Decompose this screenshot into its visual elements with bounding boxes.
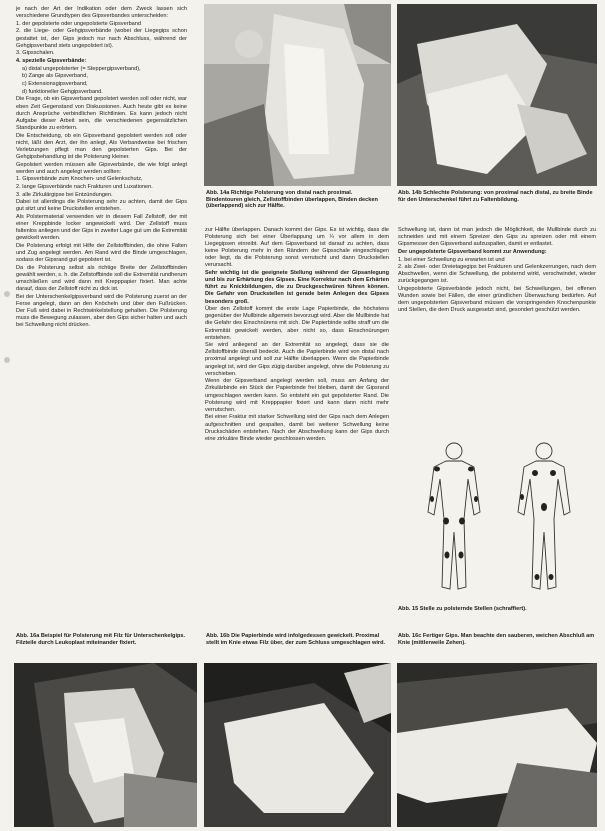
leg-padding-photo [204,4,391,186]
figure-15-body-diagram [404,437,594,599]
paper-bandage-photo [204,663,391,827]
list-item: 2. lange Gipsverbände nach Frakturen und Luxationen. [16,183,153,190]
leg-bad-padding-photo [397,4,597,186]
paragraph: Als Polstermaterial verwenden wir in diesem Fall Zellstoff, der mit einer Kreppbinde locker angewickelt wird. Der Zellstoff muss faltenlos anliegen und der Gips in zweiter Lage gut um die Extremität gewickelt werden. [16,214,187,242]
list-item: c) Extensionsgipsverband, [22,81,88,88]
paragraph: Die Frage, ob ein Gipsverband gepolstert werden soll oder nicht, war eben Zeit Gegenstand von Diskussionen. Auch heute gibt es keine durch Ansprüche verbindlichen Richtlinien. Es kann jedoch nicht Aufgabe dieser Arbeit sein, die verschiedenen gegensätzlichen Standpunkte zu erörtern. [16,96,187,131]
text-column-left [16,6,187,628]
paragraph: Da die Polsterung selbst als richtige Breite der Zellstoffbinden gewählt werden, s. h. die Zellstoffbinde soll die Extremität rundherum umschließen und wird dann mit Krepppapier fixiert. Man achte darauf, dass der Zellstoff nicht zu dick ist. [16,264,187,293]
paragraph: Dabei ist allerdings die Polsterung sehr zu achten, damit der Gips gut sitzt und keine Druckstellen entstehen. [16,199,187,213]
list-item: 1. bei einer Schwellung zu erwarten ist und [398,256,505,263]
list-item: 2. die Liege- oder Gehgipsverbände (wobei der Liegegips schon gestattet ist, der Gips jedoch nur nach Abschluss, während der Gehgipsverband stets ungepolstert ist). [16,28,187,49]
paragraph: Die Polsterung erfolgt mit Hilfe der Zellstoffbinden, die ohne Falten und Zug angelegt werden. Am Rand wird die Binde umgeschlagen, sodass der Gipsrand gut gepolstert ist. [16,243,187,264]
paragraph: Der ungepolsterte Gipsverband kommt zur Anwendung: [398,248,547,255]
list-item: 2. als Zwei- oder Dreietagegips bei Frakturen und Gelenkzerrungen, nach dem Abschwellen, wenn die Schwellung, die polsternd wirkt, verschwindet, wieder zurückgegangen ist. [398,264,596,285]
caption-fig14b: Abb. 14b Schlechte Polsterung: von proximal nach distal, zu breite Binde für den Unterschenkel führt zu Faltenbildung. [398,190,593,203]
felt-padding-photo [14,663,197,827]
scan-mark [4,291,10,297]
paragraph: Bei einer Fraktur mit starker Schwellung wird der Gips nach dem Anlegen aufgeschnitten und gespalten, damit bei weiterer Schwellung keine Druckschäden entstehen. Nach der Abschwellung kann der Gips durch eine zirkuläre Binde wieder geschlossen werden. [205,414,389,442]
list-item: 4. spezielle Gipsverbände: [16,58,87,65]
list-item: 1. der gepolsterte oder ungepolsterte Gipsverband [16,20,142,27]
text-column-right [398,227,596,435]
paragraph: Schwellung ist, dann ist man jedoch die Möglichkeit, die Mullbinde durch zu schneiden und mit einem Spreizer den Gips zu spreizen oder mit einem Gipsmesser den Gipsverband aufzuspalten, damit er entlastet. [398,227,596,248]
scan-mark [4,357,10,363]
photo-fig16a [14,663,197,827]
finished-cast-photo [397,663,597,827]
caption-fig16b: Abb. 16b Die Papierbinde wird infolgedessen gewickelt. Proximal stellt im Knie etwas Filz über, der zum Schluss umgeschlagen wird. [206,633,386,646]
photo-fig14a [204,4,391,186]
caption-fig16c: Abb. 16c Fertiger Gips. Man beachte den sauberen, weichen Abschluß am Knie (mittlerweile Zehen). [398,633,595,646]
caption-fig14a: Abb. 14a Richtige Polsterung von distal nach proximal. Bindentouren gleich, Zellstoffbinden überlappen, Binden decken (überlappend) sich zur Hälfte. [206,190,378,210]
photo-fig14b [397,4,597,186]
padding-points-diagram [404,437,594,599]
list-item: 3. Gipsschalen. [16,50,55,57]
paragraph: Bei der Unterschenkelgipsverband wird die Polsterung zuerst an der Ferse angelegt, dann an den Knöcheln und über den Fußrücken. Der Fuß wird dabei in Rechtwinkelstellung gehalten. Die Polsterung muss die Bewegung zulassen, aber den Gips sicher halten und auch bei Schwellung nicht drücken. [16,293,187,329]
caption-fig15: Abb. 15 Stelle zu polsternde Stellen (schraffiert). [398,606,527,612]
paragraph: Wenn der Gipsverband angelegt werden soll, muss am Anfang der Zirkulärbinde ein Stück der Papierbinde frei bleiben, damit der Gipsrand umgeschlagen werden kann. So entsteht ein gut gepolsterter Rand. Die Polsterung wird mit Krepppapier fixiert und kann dann nicht mehr verrutschen. [205,378,389,413]
paragraph: Gepolstert werden müssen alle Gipsverbände, die wie folgt anlegt werden und auch angelegt werden sollten: [16,161,187,175]
list-item: b) Zange als Gipsverband, [22,73,88,80]
paragraph: Die Entscheidung, ob ein Gipsverband gepolstert werden soll oder nicht, läßt den Arzt, der ihn anlegt, Als Verbandweise bei frischen Verletzungen pflegt man den gepolsterten Gips. Bei der Gehgipsbehandlung ist die Polsterung kleiner. [16,132,187,160]
list-item: 1. Gipsverbände zum Knochen- und Gelenkschutz, [16,176,143,183]
paragraph: Über den Zellstoff kommt die erste Lage Papierbinde, die höchstens gegenüber der Mullbinde allgemein bevorzugt wird. Aber die Mullbinde hat die Gefahr des Einschnürens mit sich. Die Papierbinde sollte straff um die Extremität gewickelt werden, aber nicht so, dass Einschnürungen entstehen. [205,306,389,341]
list-item: d) funktioneller Gehgipsverband. [22,88,103,95]
paragraph: Ungepolsterte Gipsverbände jedoch nicht, bei Schwellungen, bei offenen Wunden sowie bei Fällen, die einer gründlichen Überwachung bedürfen. Auf dem ungepolsterten Gipsverband müssen die vorspringenden Knochenpunkte und Stellen, die dem Druck ausgesetzt sind, gesondert geschützt werden. [398,286,596,314]
list-item: 3. alle Zirkulärgipse bei Entzündungen. [16,191,113,198]
text-column-middle [205,227,389,627]
paragraph: Sehr wichtig ist die geeignete Stellung während der Gipsanlegung und bis zur Erhärtung des Gipses. Eine Korrektur nach dem Erhärten führt zu Knickbildungen, die zu Druckgeschwüren führen können. Die Gefahr von Druckstellen ist gerade beim Anlegen des Gipses besonders groß. [205,270,389,305]
caption-fig16a: Abb. 16a Beispiel für Polsterung mit Filz für Unterschenkelgips. Filzteile durch Leukoplast miteinander fixiert. [16,633,186,646]
list-item: a) distal ungepolsterter (= Steppergipsverband), [22,65,141,72]
photo-fig16b [204,663,391,827]
paragraph: je nach der Art der Indikation oder dem Zweck lassen sich verschiedene Grundtypen des Gipsverbandes unterscheiden: [16,6,187,20]
paragraph: Sie wird anliegend an der Extremität so angelegt, dass sie die Zellstoffbinde überall bedeckt. Auch die Papierbinde wird von distal nach proximal angelegt und soll zur Hälfte überlappen. Wenn die Papierbinde angelegt ist, wird der Gips zügig darüber angelegt, ohne die Polsterung zu verschieben. [205,342,389,377]
photo-fig16c [397,663,597,827]
paragraph: zur Hälfte überlappen. Danach kommt der Gips. Es ist wichtig, dass die Polsterung sich bei einer Überlappung um ¼ vor allem in dem Liegegipsen einreibt. Auf dem Gipsverband ist darauf zu achten, dass keine Polsterung mehr in den Rändern der Gipsschale eingeschlagen oder liegt, da die Polsterung sonst verrutscht und dann Druckstellen verursacht. [205,227,389,269]
